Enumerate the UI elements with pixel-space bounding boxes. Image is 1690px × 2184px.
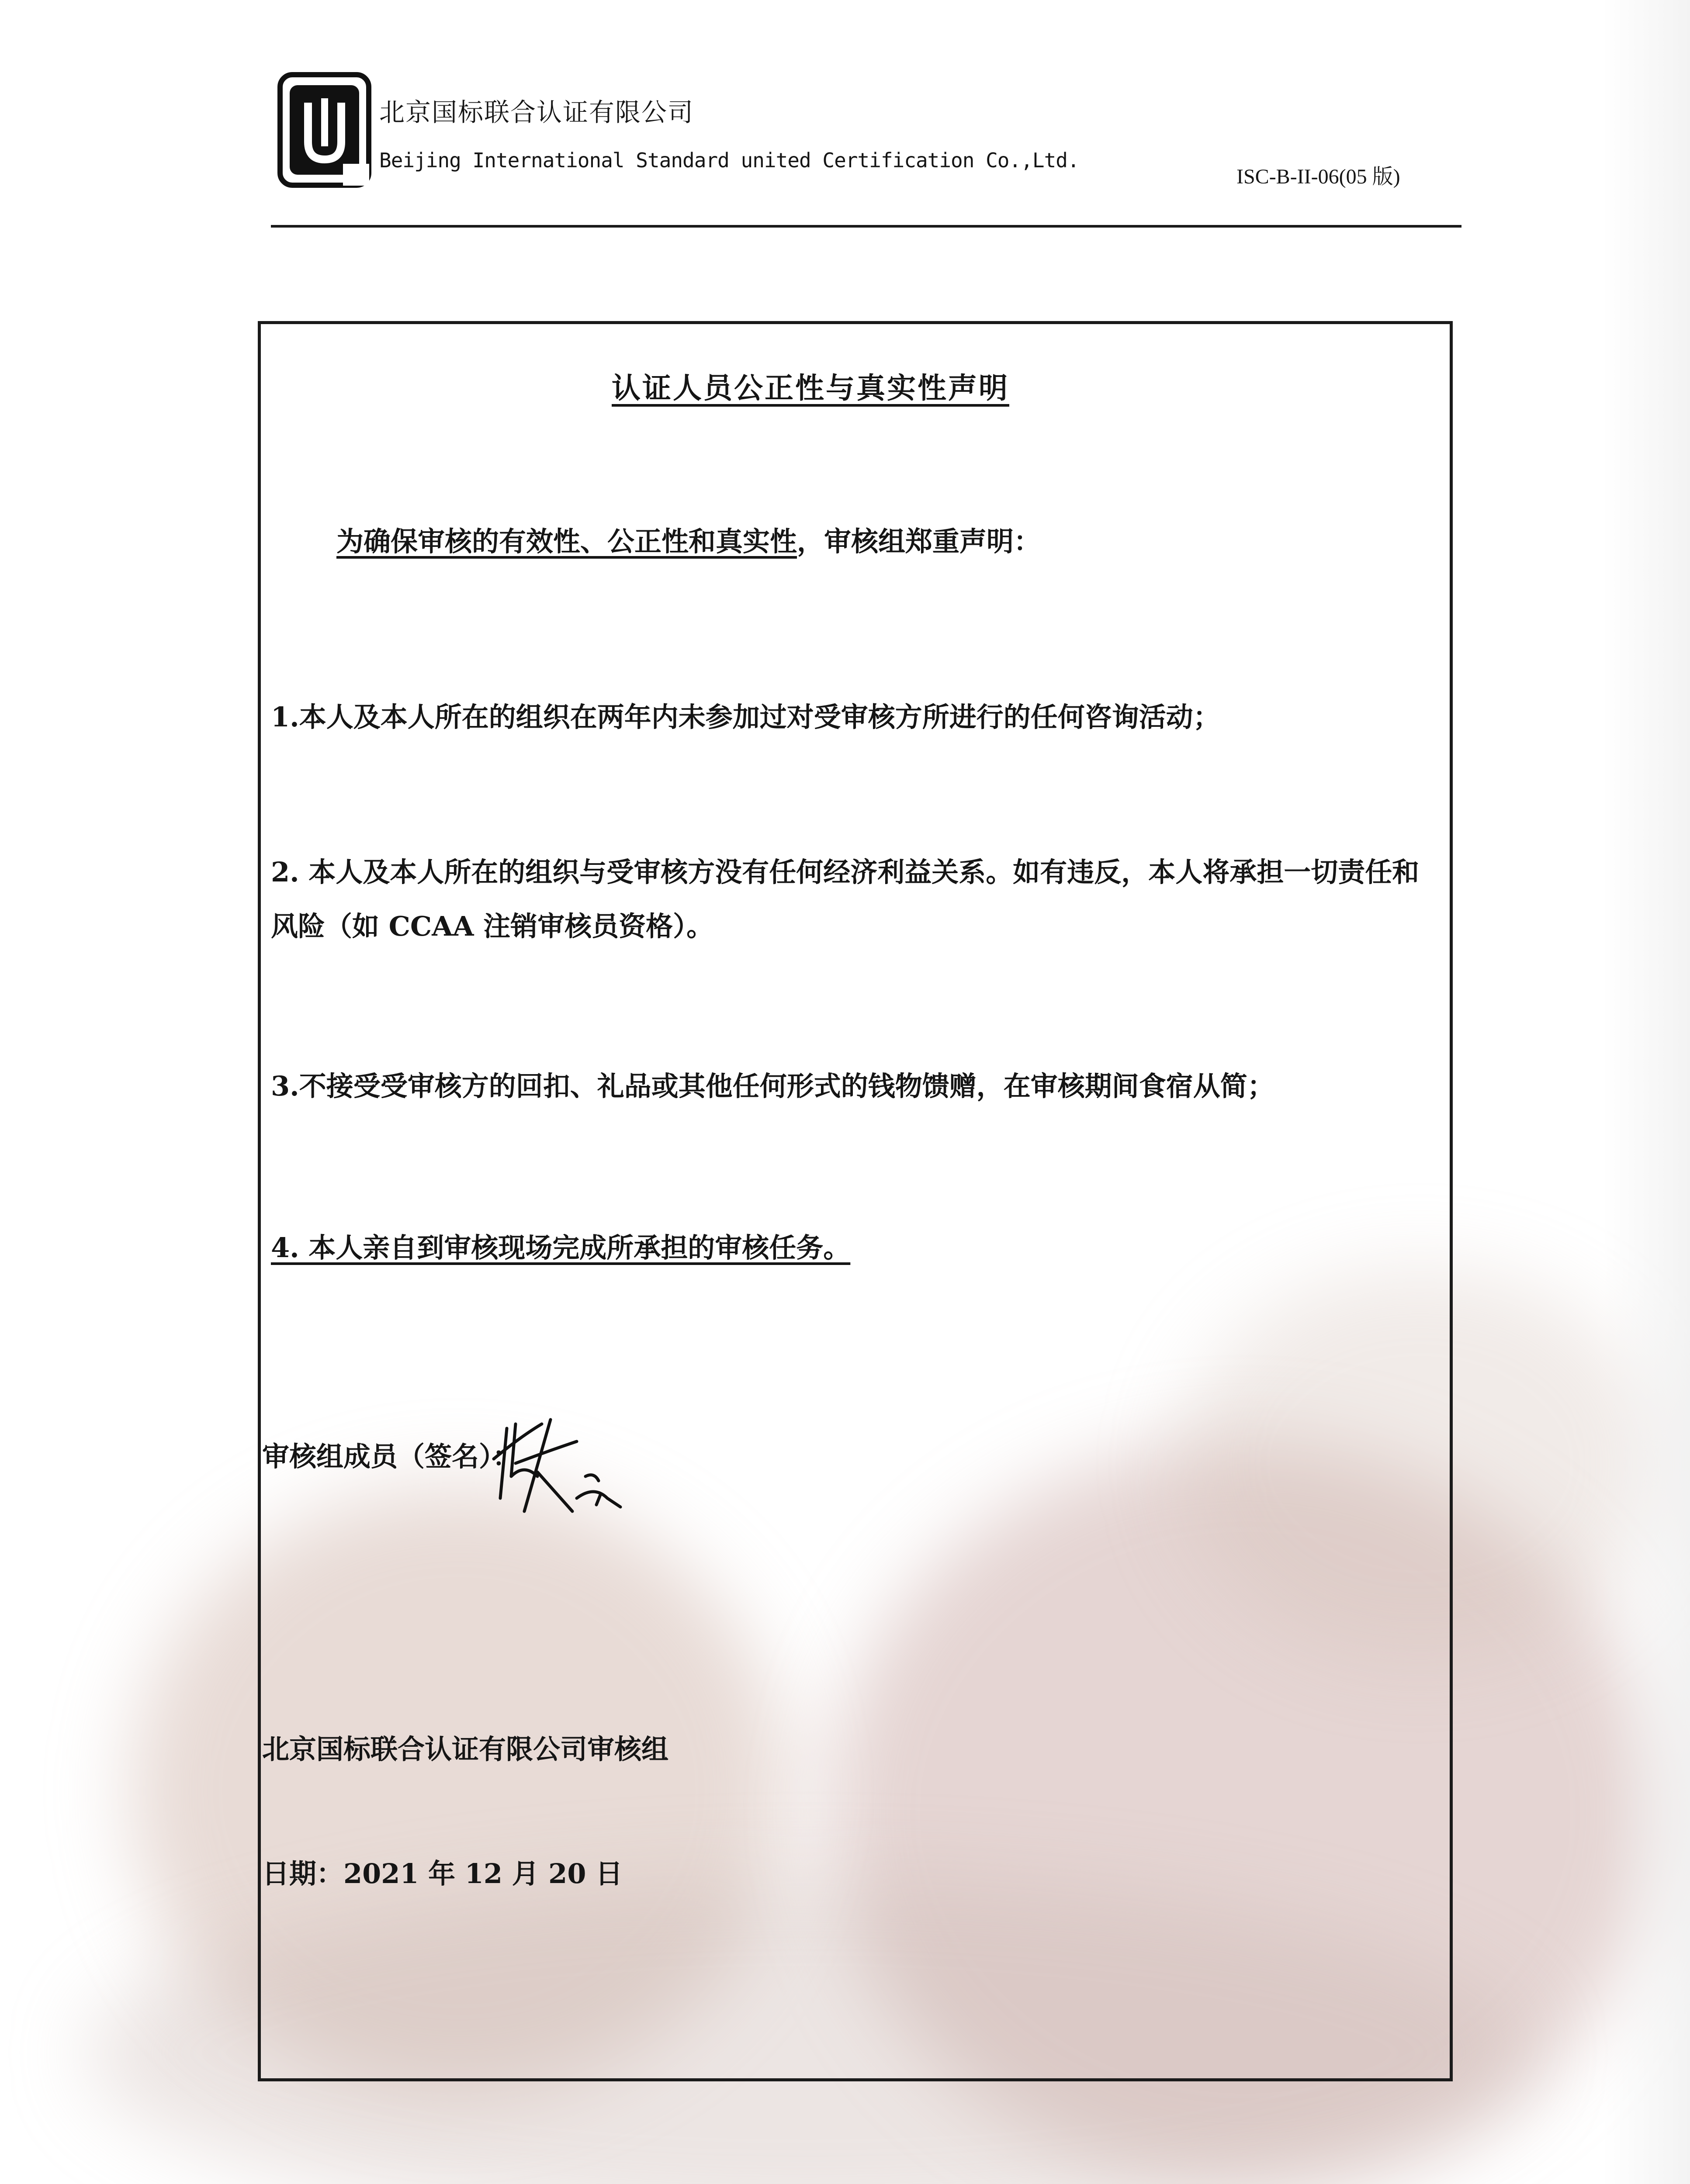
intro-rest: ，审核组郑重声明： [797,525,1041,557]
scan-edge [1603,0,1690,2184]
handwritten-signature [489,1411,629,1524]
declaration-item-1: 1.本人及本人所在的组织在两年内未参加过对受审核方所进行的任何咨询活动； [271,701,1220,733]
company-name-cn: 北京国标联合认证有限公司 [379,97,694,127]
document-title: 认证人员公正性与真实性声明 [612,371,1009,405]
signer-label: 审核组成员（签名）： [262,1441,520,1472]
date-line: 日期：2021 年 12 月 20 日 [262,1858,623,1890]
declaration-item-3: 3.不接受受审核方的回扣、礼品或其他任何形式的钱物馈赠，在审核期间食宿从简； [271,1070,1274,1102]
audit-team-name: 北京国标联合认证有限公司审核组 [262,1733,669,1765]
intro-underlined: 为确保审核的有效性、公正性和真实性 [336,525,797,557]
isc-logo-icon [277,72,371,188]
declaration-frame [258,321,1453,2081]
document-code: ISC-B-II-06(05 版) [1236,165,1400,188]
declaration-item-2: 2. 本人及本人所在的组织与受审核方没有任何经济利益关系。如有违反，本人将承担一切责任和风险（如 CCAA 注销审核员资格）。 [271,856,1420,942]
header-divider [271,225,1461,228]
declaration-item-4: 4. 本人亲自到审核现场完成所承担的审核任务。 [271,1232,851,1264]
company-name-en: Beijing International Standard united Certification Co.,Ltd. [379,149,1079,172]
intro-statement [336,520,1041,559]
